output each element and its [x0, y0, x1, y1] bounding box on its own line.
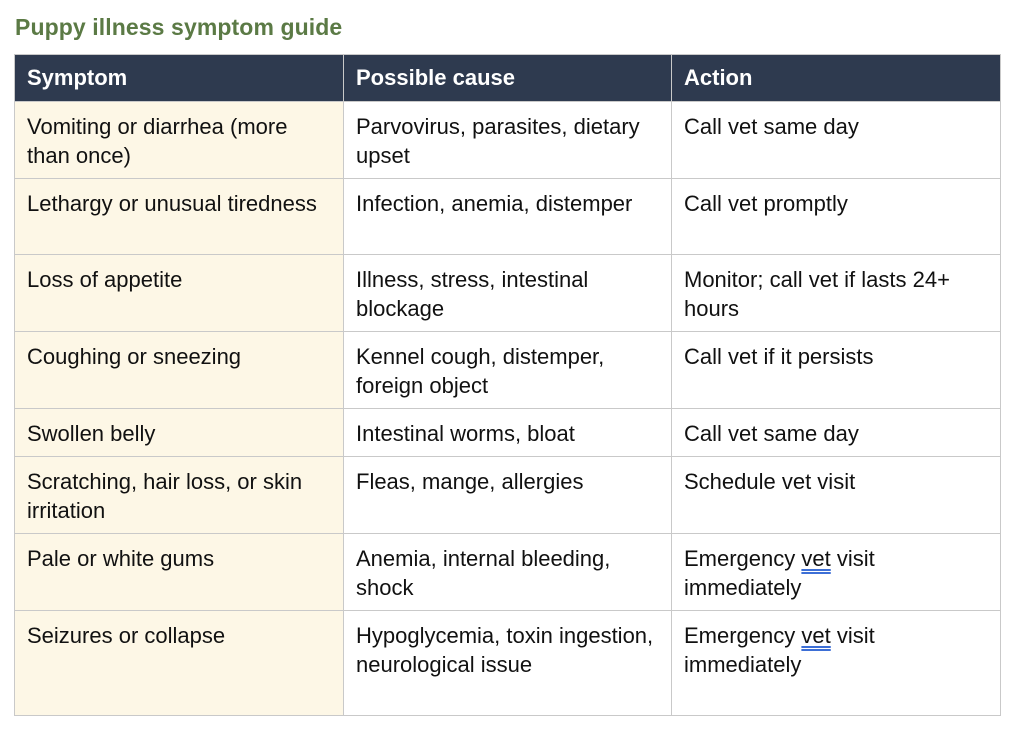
table-row [15, 534, 1001, 611]
table-header [15, 55, 1001, 102]
table-row [15, 102, 1001, 179]
table-row [15, 409, 1001, 457]
action-text-before: Emergency [684, 546, 802, 571]
action-cell: Call vet same day [672, 102, 1001, 179]
action-text-after: visit immediately [684, 623, 875, 677]
symptom-cell: Coughing or sneezing [15, 332, 344, 409]
symptom-cell: Scratching, hair loss, or skin irritation [15, 457, 344, 534]
action-cell: Call vet promptly [672, 179, 1001, 255]
symptom-cell: Seizures or collapse [15, 611, 344, 716]
table-row [15, 332, 1001, 409]
symptom-table [14, 54, 1001, 716]
cause-cell: Parvovirus, parasites, dietary upset [344, 102, 672, 179]
symptom-cell: Loss of appetite [15, 255, 344, 332]
table-row [15, 457, 1001, 534]
symptom-cell: Pale or white gums [15, 534, 344, 611]
cause-cell: Kennel cough, distemper, foreign object [344, 332, 672, 409]
table-body [15, 102, 1001, 716]
action-cell: Call vet same day [672, 409, 1001, 457]
header-action: Action [672, 55, 1001, 102]
table-row [15, 179, 1001, 255]
cause-cell: Fleas, mange, allergies [344, 457, 672, 534]
table-row [15, 611, 1001, 716]
action-cell [672, 534, 1001, 611]
action-cell: Monitor; call vet if lasts 24+ hours [672, 255, 1001, 332]
symptom-cell: Vomiting or diarrhea (more than once) [15, 102, 344, 179]
action-text-before: Emergency [684, 623, 802, 648]
cause-cell: Infection, anemia, distemper [344, 179, 672, 255]
cause-cell: Anemia, internal bleeding, shock [344, 534, 672, 611]
spellcheck-flagged-word[interactable]: vet [801, 546, 831, 571]
spellcheck-flagged-word[interactable]: vet [801, 623, 831, 648]
cause-cell: Hypoglycemia, toxin ingestion, neurological issue [344, 611, 672, 716]
document-title: Puppy illness symptom guide [15, 14, 343, 40]
action-cell [672, 611, 1001, 716]
table-row [15, 255, 1001, 332]
symptom-cell: Swollen belly [15, 409, 344, 457]
header-row [15, 55, 1001, 102]
header-symptom: Symptom [15, 55, 344, 102]
cause-cell: Intestinal worms, bloat [344, 409, 672, 457]
symptom-cell: Lethargy or unusual tiredness [15, 179, 344, 255]
action-cell: Call vet if it persists [672, 332, 1001, 409]
header-possible-cause: Possible cause [344, 55, 672, 102]
cause-cell: Illness, stress, intestinal blockage [344, 255, 672, 332]
action-text-after: visit immediately [684, 546, 875, 600]
action-cell: Schedule vet visit [672, 457, 1001, 534]
